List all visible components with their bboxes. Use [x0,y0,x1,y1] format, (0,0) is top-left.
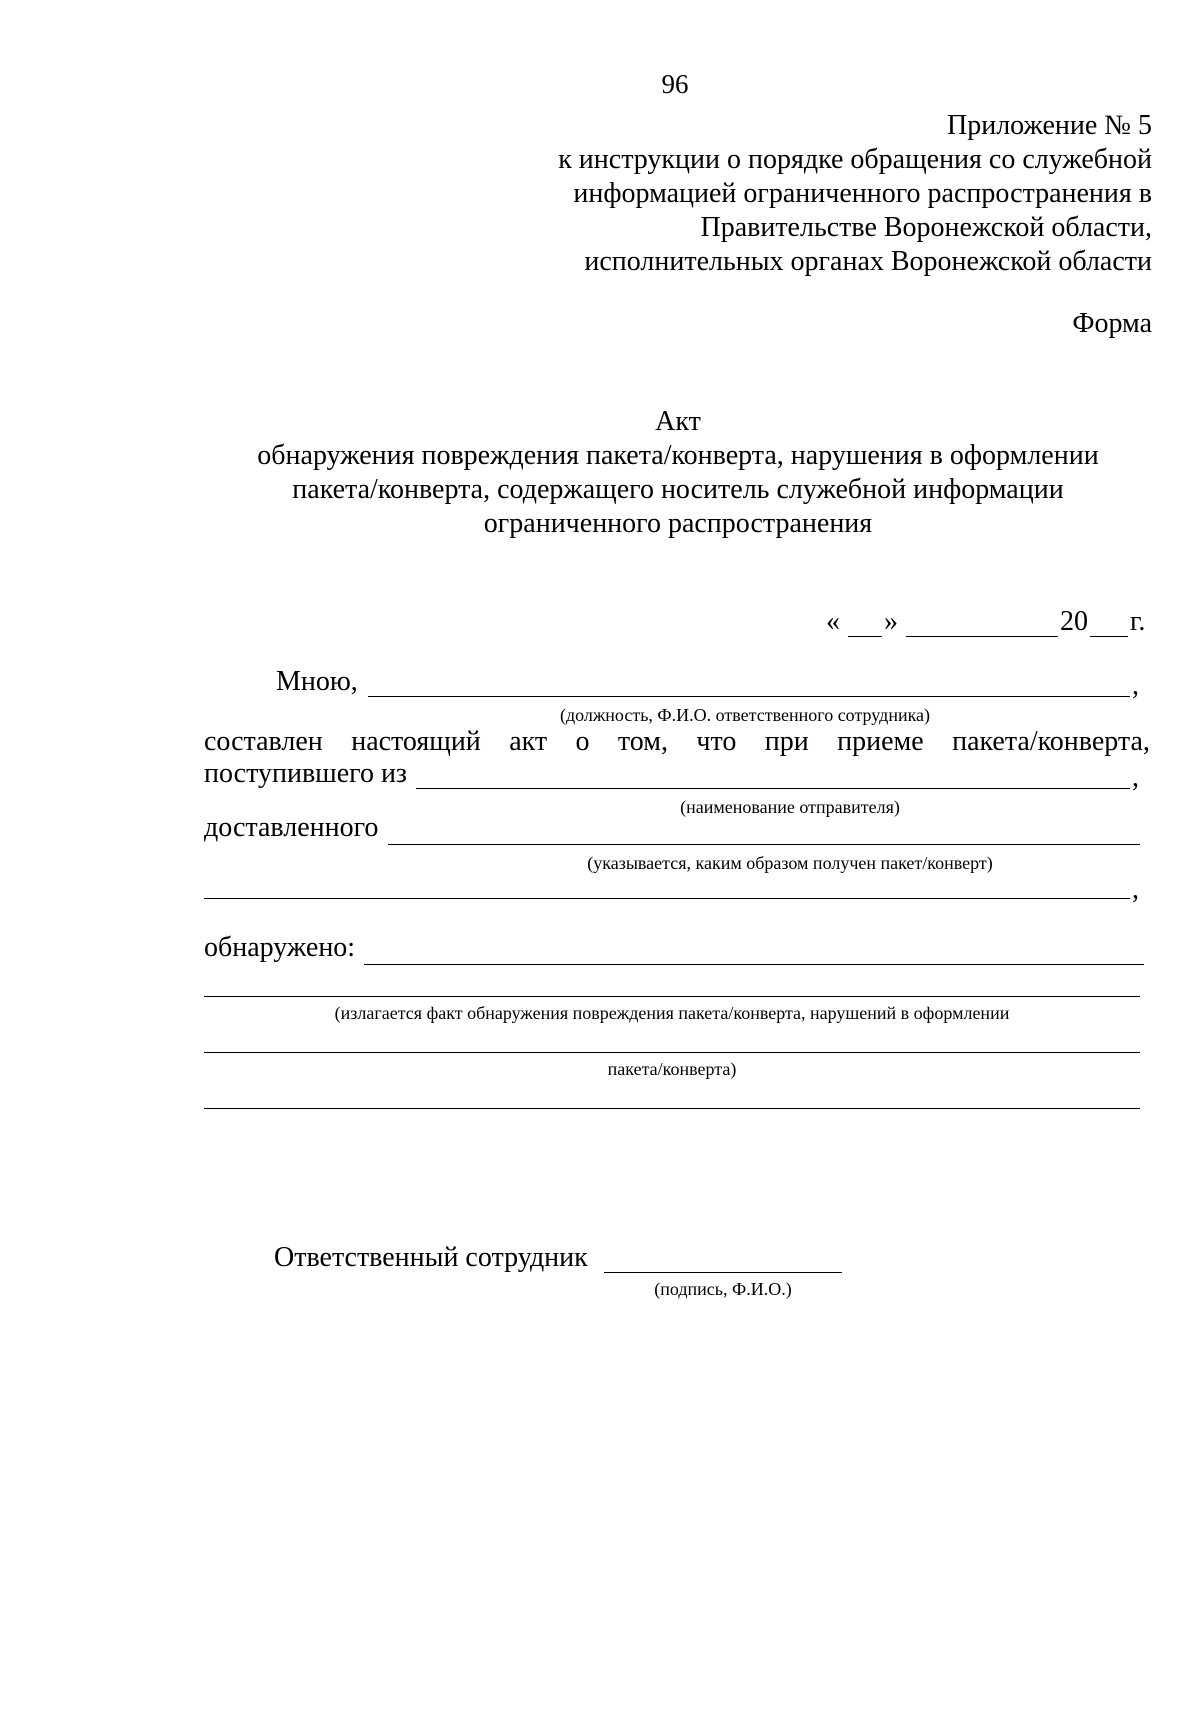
act-heading: Акт [655,406,701,437]
date-year-field[interactable] [1090,636,1128,637]
caption-fact-1: (излагается факт обнаружения повреждения пакета/конверта, нарушений в оформлении [334,1003,1010,1023]
composed-line [204,726,1150,758]
date-open-quote: « [826,606,840,637]
header-line-2: информацией ограниченного распространения в [573,178,1152,209]
form-label: Форма [1072,308,1152,339]
composed-word: о [575,726,590,757]
found-label: обнаружено: [204,932,356,963]
date-day-field[interactable] [848,636,882,637]
date-year-suffix: г. [1130,606,1146,637]
received-from-label: поступившего из [204,758,407,789]
page-number: 96 [661,69,689,99]
composed-word: составлен [204,726,323,757]
caption-position: (должность, Ф.И.О. ответственного сотрудника) [559,705,931,725]
composed-word: при [764,726,809,757]
composed-word: приеме [837,726,924,757]
sender-field[interactable] [416,788,1130,789]
date-close-quote: » [884,606,898,637]
by-me-comma: , [1132,670,1139,701]
delivered-label: доставленного [204,812,379,843]
composed-word: настоящий [351,726,481,757]
composed-word: пакета/конверта, [952,726,1150,757]
date-month-field[interactable] [906,636,1058,637]
signature-field[interactable] [604,1272,842,1273]
header-line-1: к инструкции о порядке обращения со служебной [558,144,1152,175]
signature-label: Ответственный сотрудник [274,1242,588,1273]
composed-word: что [696,726,737,757]
caption-fact-2: пакета/конверта) [607,1059,737,1079]
act-title-line-2: пакета/конверта, содержащего носитель служебной информации [292,474,1064,505]
caption-delivery: (указывается, каким образом получен пакет/конверт) [587,853,993,873]
act-title-line-1: обнаружения повреждения пакета/конверта, нарушения в оформлении [257,440,1099,471]
delivery-comma: , [1132,874,1139,905]
header-line-3: Правительстве Воронежской области, [700,212,1152,243]
position-name-field[interactable] [368,696,1130,697]
composed-word: акт [509,726,548,757]
caption-signature: (подпись, Ф.И.О.) [654,1279,792,1299]
header-line-4: исполнительных органах Воронежской области [584,246,1152,277]
found-field-4[interactable] [204,1108,1140,1109]
received-from-comma: , [1132,762,1139,793]
by-me-label: Мною, [276,666,358,697]
date-year-prefix: 20 [1060,606,1088,637]
found-field-2[interactable] [204,996,1140,997]
found-field-3[interactable] [204,1052,1140,1053]
delivery-method-field-2[interactable] [204,898,1130,899]
delivery-method-field[interactable] [388,844,1140,845]
found-field-1[interactable] [364,964,1144,965]
appendix-label: Приложение № 5 [947,110,1152,141]
act-title-line-3: ограниченного распространения [483,508,873,539]
caption-sender: (наименование отправителя) [680,797,900,817]
composed-word: том, [617,726,668,757]
